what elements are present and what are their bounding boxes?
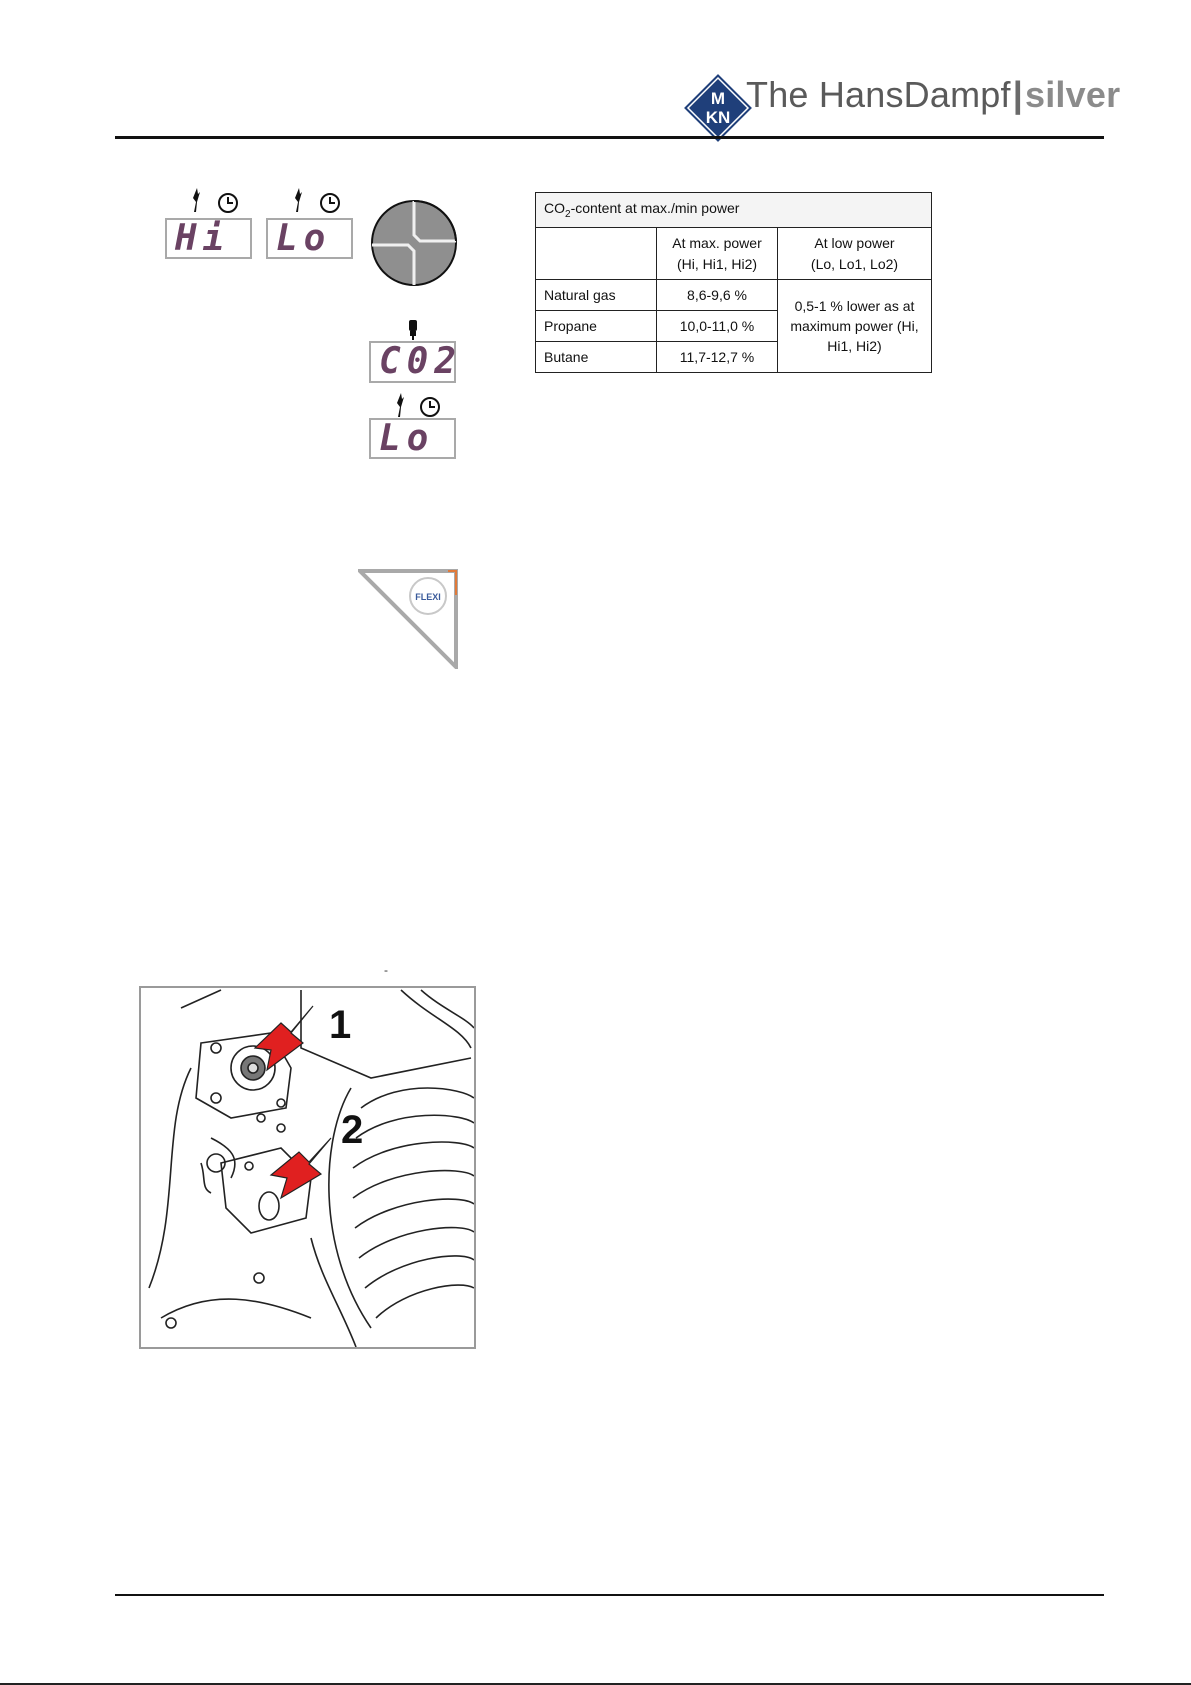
display-lo-bottom-text: Lo [379,417,435,459]
brand-separator: | [1012,74,1023,115]
burner-icon [397,393,404,417]
row-gas-label: Natural gas [536,280,657,311]
table-title-prefix: CO [544,200,565,217]
footer-rule [115,1594,1104,1596]
lo-bottom-icons [390,391,450,421]
gas-valve-figure [139,986,476,1349]
row-max-value: 10,0-11,0 % [657,311,778,342]
sensor-icon [403,318,423,340]
header-low-line1: At low power [814,234,895,251]
header-max-line1: At max. power [672,234,762,251]
header-max-line2: (Hi, Hi1, Hi2) [676,255,758,272]
arrow-2-icon [271,1138,331,1198]
svg-text:KN: KN [705,108,731,127]
flexi-corner-icon[interactable] [358,569,460,669]
burner-icon [295,188,302,212]
display-hi-text: Hi [175,217,231,259]
display-co2-text: C02 [379,341,463,382]
display-hi [165,218,252,259]
table-title-sub: 2 [565,208,571,220]
low-power-value: 0,5-1 % lower as at maximum power (Hi, Hi1, Hi2) [778,280,932,373]
burner-icon [193,188,200,212]
row-gas-label: Butane [536,342,657,373]
display-lo-top-text: Lo [276,217,332,259]
callout-1: 1 [329,1003,352,1047]
clock-icon [421,398,439,416]
control-knob-icon[interactable] [368,197,460,289]
table-title [536,193,932,228]
header-low [778,228,932,280]
callout-2: 2 [341,1108,364,1152]
row-max-value: 11,7-12,7 % [657,342,778,373]
lo-icons [288,186,348,216]
table-title-suffix: -content at max./min power [570,200,740,217]
display-co2 [369,341,463,383]
display-lo-bottom [369,418,456,459]
row-gas-label: Propane [536,311,657,342]
header-max [657,228,778,280]
display-lo-top [266,218,353,259]
svg-text:M: M [710,89,726,108]
header-rule [115,136,1104,139]
gas-valve-drawing [141,988,474,1347]
small-mark: - [384,963,388,977]
row-max-value: 8,6-9,6 % [657,280,778,311]
clock-icon [219,194,237,212]
co2-table [535,192,932,373]
header-empty [536,228,657,280]
hi-icons [186,186,246,216]
brand-name: The HansDampf [746,74,1011,115]
brand-edition: silver [1025,74,1121,115]
flexi-label: FLEXI [415,592,441,602]
clock-icon [321,194,339,212]
header-low-line2: (Lo, Lo1, Lo2) [810,255,899,272]
arrow-1-icon [255,1006,313,1070]
brand-title [746,74,1120,116]
